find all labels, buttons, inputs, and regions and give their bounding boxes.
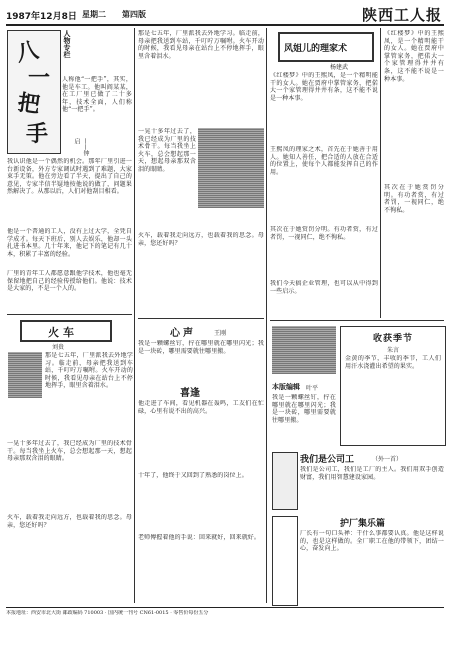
section-divider	[138, 318, 264, 319]
section-name: 人物专栏	[63, 30, 72, 58]
paper-name: 陕西工人报	[361, 6, 442, 24]
side-body: 我是一颗螺丝钉，拧在哪里就在哪里闪光；我是一块砖，哪里需要就往哪里搬。	[272, 394, 336, 424]
column-divider	[266, 28, 267, 603]
page-number: 第四版	[122, 10, 146, 19]
harvest-box	[340, 326, 446, 446]
feature-body: 我们今天搞企业管理，也可以从中得到一些启示。	[270, 280, 378, 295]
story-heading-box	[20, 320, 112, 342]
vertical-label-box	[272, 516, 298, 606]
side-stamp	[272, 452, 298, 510]
harvest-title: 收获季节	[372, 334, 413, 344]
article-body: 我认识他是一个偶然的机会。那年厂里引进一台新设备，外方专家调试时遇到了难题，大家束手无策。他在旁边看了半天，提出了自己的意见，专家半信半疑地按他说的做了，问题果然解决了。从那以后，人们对他刮目相看。	[7, 158, 132, 196]
poem-author: 王刚	[214, 330, 227, 337]
story-author: 刘贵	[52, 344, 65, 351]
middle-article: 那是七五年，厂里派我去外地学习。临走前，母亲把我送到车站，千叮咛万嘱咐。火车开动的时候，我看见母亲在站台上不停地挥手，眼里含着泪水。	[138, 30, 264, 60]
header-rule	[6, 24, 444, 26]
feature-body: 其次在于她赏罚分明。有功者赏，有过者罚，一视同仁，绝不徇私。	[270, 226, 378, 241]
article-body: 他是一个普通的工人，没有上过大学，全凭自学成才。每天下班后，别人去娱乐，他却一头扎进书本里。几十年来，他记下的笔记有几十本，积累了丰富的经验。	[7, 228, 132, 258]
feature-title-box	[278, 32, 374, 62]
column-divider	[134, 28, 135, 603]
feature-body: 《红楼梦》中的王熙凤，是一个精明能干的女人。她在贾府中掌管家务，把偌大一个家管理得井井有条，这不能不说是一种本事。	[270, 72, 378, 102]
column-subtitle: （外一首）	[372, 456, 403, 463]
lower-heading: 喜逢	[180, 388, 200, 399]
footer-rule	[6, 607, 444, 608]
calligraphy-char: 手	[26, 121, 49, 147]
intro-author: ——钟启	[73, 138, 89, 156]
column-body: 我们是公司工，我们是工厂的主人。我们用双手创造财富，我们用智慧建设家园。	[300, 466, 444, 481]
footer-text: 本报地址：西安市北大街 邮政编码 710003 · 国内统一刊号 CN61-0015 · 零售价每份五分	[6, 610, 209, 616]
issue-date: 1987年12月8日	[6, 12, 77, 22]
article-body: 厂里的青年工人都愿意跟他学技术，他也毫无保留地把自己的经验传授给他们。他说：技术是大家的，不是一个人的。	[7, 270, 132, 293]
lower-body: 十年了，他终于又回到了熟悉的岗位上。	[138, 472, 248, 479]
feature-body: 王熙凤的理家之术，首先在于她善于用人。她知人善任，把合适的人放在合适的位置上，使每个人都能发挥自己的作用。	[270, 146, 378, 176]
header-bar	[6, 4, 444, 24]
calligraphy-char: 八	[13, 36, 41, 67]
illustration	[272, 326, 336, 374]
harvest-body: 金黄的季节，丰收的季节，工人们用汗水浇灌出希望的果实。	[345, 355, 441, 370]
harvest-author: 朱言	[386, 347, 399, 354]
section-divider	[270, 320, 444, 321]
editor-name: 叶平	[306, 385, 319, 392]
poem-title: 心声	[170, 328, 196, 339]
calligraphy-char: 一	[28, 65, 51, 91]
column-title: 我们是公司工	[300, 455, 355, 465]
story-body: 那是七五年，厂里派我去外地学习。临走前，母亲把我送到车站，千叮咛万嘱咐。火车开动的时候，我看见母亲在站台上不停地挥手，眼里含着泪水。	[45, 352, 133, 390]
issue-weekday: 星期二	[82, 10, 106, 19]
story-title: 火车	[48, 326, 78, 339]
middle-body: 火车，载着我走向远方，也载着我的思念。母亲，您还好吗？	[138, 232, 264, 247]
lower-body: 他走进了车间，看见机器在轰鸣，工友们在忙碌，心里有说不出的高兴。	[138, 400, 264, 415]
story-body: 火车，载着我走向远方，也载着我的思念。母亲，您还好吗？	[7, 514, 132, 529]
calligraphy-char: 把	[16, 89, 42, 119]
lower-body: 老师傅握着他的手说：回来就好，回来就好。	[138, 534, 261, 541]
column-title: 护厂集乐篇	[340, 519, 386, 529]
story-body: 一晃十多年过去了，我已经成为厂里的技术骨干。每当我坐上火车，总会想起那一天，想起母亲那双含泪的眼睛。	[7, 440, 132, 463]
column-body: 厂长有一句口头禅：干什么事都要认真。他是这样说的，也是这样做的。全厂职工在他的带领下，团结一心，奋发向上。	[300, 530, 444, 553]
story-photo	[8, 352, 42, 398]
feature-author: 杨建武	[330, 64, 349, 71]
editor-label: 本版编辑	[272, 382, 300, 391]
section-divider	[7, 314, 132, 315]
article-lead: 人称他“一把手”，其实，他是车工。他叫阎某某，在工厂里已做了二十多年，技术全面，人们称他“一把手”。	[62, 76, 132, 114]
right-column-text: 其次在于她赏罚分明。有功者赏，有过者罚，一视同仁，绝不徇私。	[384, 184, 444, 214]
column-divider	[380, 28, 381, 318]
poem-body: 我是一颗螺丝钉，拧在哪里就在哪里闪光；我是一块砖，哪里需要就往哪里搬。	[138, 340, 264, 355]
feature-title: 风姐儿的理家术	[284, 44, 348, 54]
middle-photo	[198, 128, 264, 208]
calligraphy-title	[7, 30, 61, 154]
right-column-text: 《红楼梦》中的王熙凤，是一个精明能干的女人。她在贾府中掌管家务，把偌大一个家管理得井井有条，这不能不说是一种本事。	[384, 30, 444, 83]
middle-body: 一晃十多年过去了，我已经成为厂里的技术骨干。每当我坐上火车，总会想起那一天，想起母亲那双含泪的眼睛。	[138, 128, 196, 173]
